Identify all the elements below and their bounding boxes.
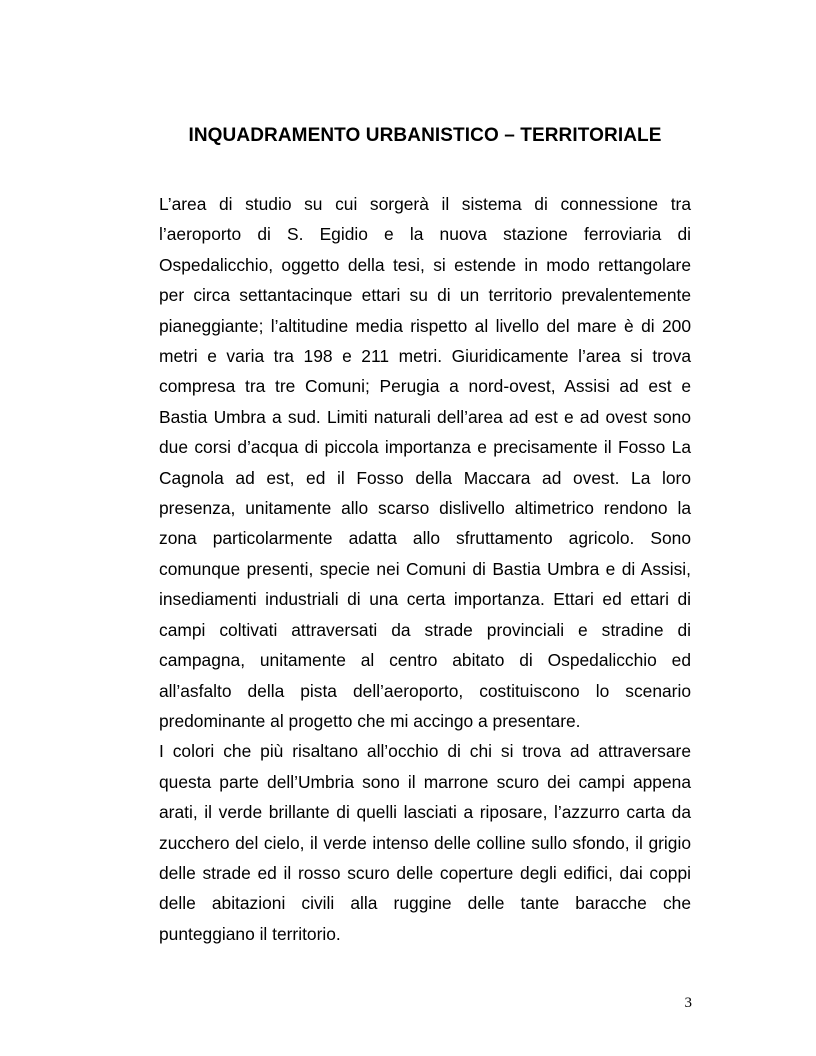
body-text: [159, 189, 691, 949]
page-title: INQUADRAMENTO URBANISTICO – TERRITORIALE: [188, 125, 662, 146]
page-number: 3: [684, 995, 692, 1011]
paragraph-area-description: L’area di studio su cui sorgerà il sistema di connessione tra l’aeroporto di S. Egidio e la nuova stazione ferroviaria di Ospedalicchio, oggetto della tesi, si estende in modo rettangolare per circa settantacinque ettari su di un territorio prevalentemente pianeggiante; l’altitudine media rispetto al livello del mare è di 200 metri e varia tra 198 e 211 metri. Giuridicamente l’area si trova compresa tra tre Comuni; Perugia a nord-ovest, Assisi ad est e Bastia Umbra a sud. Limiti naturali dell’area ad est e ad ovest sono due corsi d’acqua di piccola importanza e precisamente il Fosso La Cagnola ad est, ed il Fosso della Maccara ad ovest. La loro presenza, unitamente allo scarso dislivello altimetrico rendono la zona particolarmente adatta allo sfruttamento agricolo. Sono comunque presenti, specie nei Comuni di Bastia Umbra e di Assisi, insediamenti industriali di una certa importanza. Ettari ed ettari di campi coltivati attraversati da strade provinciali e stradine di campagna, unitamente al centro abitato di Ospedalicchio ed all’asfalto della pista dell’aeroporto, costituiscono lo scenario predominante al progetto che mi accingo a presentare.: [159, 194, 691, 731]
paragraph-colors-description: I colori che più risaltano all’occhio di chi si trova ad attraversare questa parte dell’Umbria sono il marrone scuro dei campi appena arati, il verde brillante di quelli lasciati a riposare, l’azzurro carta da zucchero del cielo, il verde intenso delle colline sullo sfondo, il grigio delle strade ed il rosso scuro delle coperture degli edifici, dai coppi delle abitazioni civili alla ruggine delle tante baracche che punteggiano il territorio.: [159, 741, 691, 944]
